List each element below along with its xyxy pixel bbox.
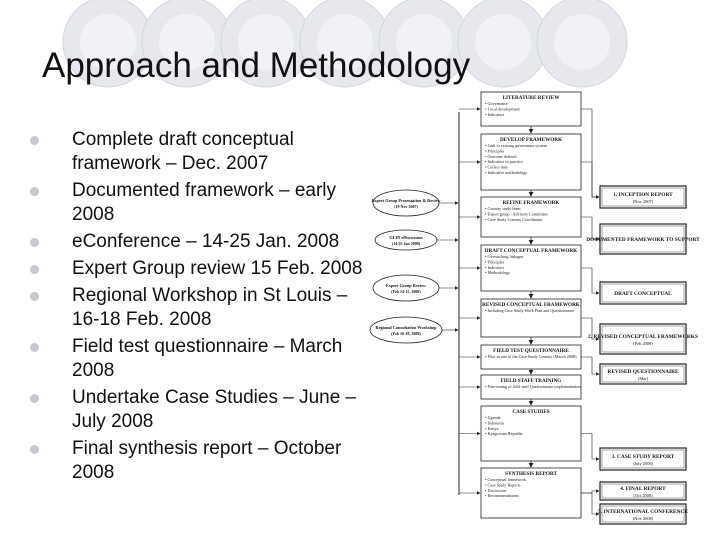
process-step-title: FIELD TEST QUESTIONNAIRE <box>493 348 569 354</box>
process-step <box>459 197 581 244</box>
bullet-item <box>30 128 380 176</box>
process-step-title: FIELD STAFF TRAINING <box>500 378 562 384</box>
process-step-item: • Link to existing governance system <box>485 143 548 148</box>
side-event-title: Expert Group Presentation & Review <box>371 198 441 203</box>
output-report-date: (Nov 2007) <box>632 199 654 204</box>
bullet-icon <box>30 238 39 247</box>
output-link-arrow <box>581 357 599 374</box>
bullet-icon <box>30 445 39 454</box>
process-step-item: • Case Study Country Coordinator <box>485 216 543 222</box>
bullet-item <box>30 284 380 332</box>
side-event <box>375 230 458 250</box>
output-report-date: (Oct 2008) <box>633 493 653 498</box>
output-report <box>600 448 686 470</box>
output-report-date: (July 2008) <box>632 461 654 466</box>
output-report-title: REVISED QUESTIONNAIRE <box>607 369 679 375</box>
side-event-ellipse <box>375 230 437 250</box>
bullet-icon <box>30 394 39 403</box>
side-event-ellipse <box>373 275 439 301</box>
bullet-item <box>30 437 380 485</box>
process-step-item: • Conceptual framework <box>485 477 526 482</box>
output-report <box>598 504 688 524</box>
output-report <box>600 364 686 384</box>
output-report-title: DRAFT CONCEPTUAL <box>614 291 672 297</box>
side-event-ellipse <box>370 317 442 343</box>
output-report-date: (Feb 2008) <box>633 341 653 346</box>
process-step-item: • Including Case Study Work Plan and Questionnaire <box>485 308 574 313</box>
output-report-title: 5. INTERNATIONAL CONFERENCE <box>598 509 688 515</box>
output-report <box>586 224 700 254</box>
bullet-text: Field test questionnaire – March 2008 <box>72 336 343 381</box>
output-report-title: DOCUMENTED FRAMEWORK TO SUPPORT <box>586 237 700 243</box>
bullet-icon <box>30 187 39 196</box>
process-step <box>459 92 581 133</box>
bullet-item <box>30 335 380 383</box>
output-link-arrow <box>581 109 599 197</box>
process-step-item: • Country study team <box>485 206 521 211</box>
bullet-icon <box>30 265 39 274</box>
output-report-title: 4. FINAL REPORT <box>620 486 666 492</box>
bullet-text: Complete draft conceptual framework – Dec. 2007 <box>72 129 294 174</box>
slide-title: Approach and Methodology <box>42 46 471 85</box>
process-step-item: • Indicators <box>485 111 505 117</box>
side-event-title: Regional Consultation Workshop <box>375 325 437 330</box>
output-report <box>588 324 698 354</box>
output-link-arrow <box>581 217 599 239</box>
side-event <box>370 317 458 343</box>
process-step-item: • Governance <box>485 101 508 106</box>
process-step-item: • Outcome defined <box>485 153 517 159</box>
process-step-title: LITERATURE REVIEW <box>502 95 560 101</box>
process-step-item: • Principles <box>485 259 505 265</box>
process-step-item: • Methodology <box>485 270 511 276</box>
bullet-icon <box>30 136 39 145</box>
process-step <box>459 134 581 196</box>
process-step-item: • Uganda <box>485 415 501 420</box>
bullet-text: Final synthesis report – October 2008 <box>72 438 342 483</box>
output-link-arrow <box>581 434 599 460</box>
side-event-date: (19 Nov 2007) <box>394 204 418 209</box>
process-step <box>459 245 581 298</box>
process-step-item: • Discussion <box>485 487 506 493</box>
process-step-title: REVISED CONCEPTUAL FRAMEWORK <box>482 302 580 308</box>
process-step-title: DEVELOP FRAMEWORK <box>499 137 563 143</box>
output-link-arrow <box>581 162 599 197</box>
process-step-item: • Recommendations <box>485 493 519 499</box>
methodology-flowchart <box>368 90 720 540</box>
bullet-text: Expert Group review 15 Feb. 2008 <box>72 258 363 279</box>
process-step-item: • Overarching linkages <box>485 254 524 259</box>
bullet-list <box>30 128 380 488</box>
process-step-title: REFINE FRAMEWORK <box>502 200 560 206</box>
side-event <box>373 275 458 301</box>
process-step-item: • Indicative methodology <box>485 170 528 175</box>
bullet-text: eConference – 14-25 Jan. 2008 <box>72 231 340 252</box>
output-report-title: 2. REVISED CONCEPTUAL FRAMEWORKS <box>588 334 698 340</box>
output-link-arrow <box>581 268 599 293</box>
output-report <box>600 282 686 304</box>
process-step <box>459 299 581 344</box>
output-link-arrow <box>581 493 599 514</box>
bullet-text: Documented framework – early 2008 <box>72 180 336 225</box>
process-step <box>459 345 581 374</box>
process-step-item: • Local development <box>485 106 520 112</box>
output-links <box>581 109 599 514</box>
side-event <box>371 190 458 216</box>
process-step-item: • Collect data <box>485 164 508 170</box>
bullet-item <box>30 179 380 227</box>
process-step-item: • Kyrgyzstan Republic <box>485 431 523 437</box>
output-report <box>600 186 686 208</box>
side-event-date: (Feb 16-18, 2008) <box>391 331 421 336</box>
process-step-title: SYNTHESIS REPORT <box>505 471 557 477</box>
output-report-date: (Mar) <box>637 376 649 381</box>
process-step-title: CASE STUDIES <box>512 409 550 415</box>
process-step-item: • Pilot in one of the Case Study Country (March 2008) <box>485 354 577 359</box>
process-step <box>459 375 581 405</box>
bullet-item <box>30 230 380 254</box>
bullet-item <box>30 386 380 434</box>
process-step-item: • Indicators <box>485 264 505 270</box>
process-step-item: • Indicators in practice <box>485 159 523 165</box>
process-step-item: • Principles <box>485 148 505 154</box>
side-event-date: (Feb 14-15, 2008) <box>391 289 421 294</box>
bullet-icon <box>30 343 39 352</box>
bullet-item <box>30 257 380 281</box>
process-step <box>459 406 581 467</box>
process-step <box>459 468 581 518</box>
output-report-title: 3. CASE STUDY REPORT <box>611 454 675 460</box>
process-step-item: • Fine-tuning of field staff Questionnaire implementation <box>485 384 581 389</box>
side-event-title: GLIN eDiscussion <box>389 235 423 240</box>
bullet-icon <box>30 292 39 301</box>
output-report-title: 1. INCEPTION REPORT <box>613 192 673 198</box>
side-event-date: (14-25 Jan 2008) <box>391 241 421 246</box>
process-step-item: • Kenya <box>485 425 499 431</box>
side-event-ellipse <box>373 190 439 216</box>
output-report-date: (Nov 2008) <box>632 516 654 521</box>
process-step-item: • Indonesia <box>485 420 504 426</box>
process-step-item: • Expert group / Advisory Committee <box>485 211 548 217</box>
bullet-text: Undertake Case Studies – June – July 2008 <box>72 387 357 432</box>
bullet-text: Regional Workshop in St Louis – 16-18 Feb. 2008 <box>72 285 348 330</box>
output-report <box>600 482 686 500</box>
process-step-item: • Case Study Reports <box>485 482 521 488</box>
process-step-title: DRAFT CONCEPTUAL FRAMEWORK <box>484 248 578 254</box>
side-event-title: Expert Group Review <box>385 283 427 288</box>
